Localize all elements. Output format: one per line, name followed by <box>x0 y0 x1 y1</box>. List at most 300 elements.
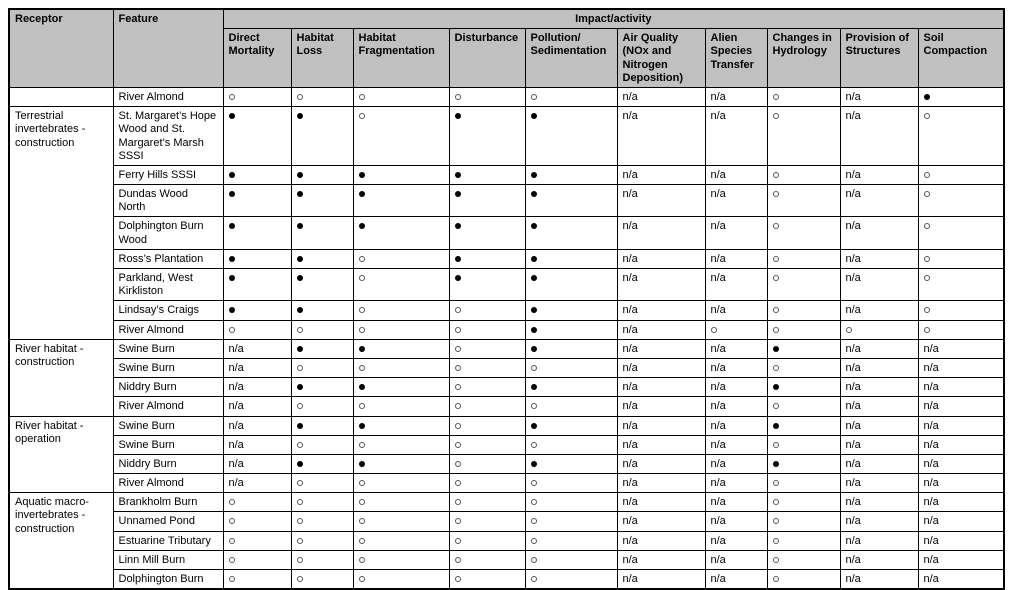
receptor-cell <box>9 87 113 106</box>
impact-cell <box>525 570 617 590</box>
open-circle-icon <box>531 94 537 100</box>
impact-cell <box>291 269 353 301</box>
filled-circle-icon <box>531 346 537 352</box>
na-cell: n/a <box>705 269 767 301</box>
impact-cell <box>223 217 291 249</box>
open-circle-icon <box>531 365 537 371</box>
impact-cell <box>291 397 353 416</box>
open-circle-icon <box>359 365 365 371</box>
impact-cell <box>767 217 840 249</box>
na-cell: n/a <box>617 397 705 416</box>
receptor-cell: River habitat - operation <box>9 416 113 493</box>
impact-cell <box>525 320 617 339</box>
open-circle-icon <box>455 576 461 582</box>
impact-cell <box>525 454 617 473</box>
na-cell: n/a <box>705 249 767 268</box>
feature-cell: River Almond <box>113 397 223 416</box>
open-circle-icon <box>924 327 930 333</box>
open-circle-icon <box>531 442 537 448</box>
impact-cell <box>525 397 617 416</box>
impact-cell <box>223 107 291 166</box>
table-header <box>9 9 1004 87</box>
impact-cell <box>918 107 1004 166</box>
impact-cell <box>291 493 353 512</box>
filled-circle-icon <box>531 461 537 467</box>
receptor-cell: River habitat - construction <box>9 339 113 416</box>
impact-cell <box>291 217 353 249</box>
filled-circle-icon <box>297 461 303 467</box>
impact-cell <box>353 378 449 397</box>
open-circle-icon <box>773 403 779 409</box>
impact-cell <box>525 358 617 377</box>
impact-table <box>8 8 1005 590</box>
filled-circle-icon <box>773 346 779 352</box>
na-cell: n/a <box>705 435 767 454</box>
open-circle-icon <box>773 365 779 371</box>
impact-cell <box>525 301 617 320</box>
open-circle-icon <box>924 256 930 262</box>
impact-cell <box>767 435 840 454</box>
open-circle-icon <box>773 327 779 333</box>
filled-circle-icon <box>531 172 537 178</box>
impact-cell <box>767 87 840 106</box>
impact-cell <box>767 301 840 320</box>
na-cell: n/a <box>617 512 705 531</box>
na-cell: n/a <box>705 217 767 249</box>
table-row <box>9 107 1004 166</box>
feature-cell: Ross’s Plantation <box>113 249 223 268</box>
open-circle-icon <box>297 403 303 409</box>
impact-cell <box>353 165 449 184</box>
na-cell: n/a <box>918 339 1004 358</box>
impact-cell <box>767 397 840 416</box>
filled-circle-icon <box>297 346 303 352</box>
impact-activity-group-header: Impact/activity <box>223 9 1004 29</box>
impact-cell <box>353 454 449 473</box>
impact-cell <box>291 454 353 473</box>
filled-circle-icon <box>229 191 235 197</box>
open-circle-icon <box>924 307 930 313</box>
feature-cell: Estuarine Tributary <box>113 531 223 550</box>
impact-cell <box>223 249 291 268</box>
receptor-column-header: Receptor <box>9 9 113 87</box>
impact-cell <box>449 512 525 531</box>
impact-cell <box>223 550 291 569</box>
impact-cell <box>353 320 449 339</box>
open-circle-icon <box>455 499 461 505</box>
na-cell: n/a <box>918 454 1004 473</box>
filled-circle-icon <box>297 307 303 313</box>
impact-cell <box>525 512 617 531</box>
filled-circle-icon <box>924 94 930 100</box>
table-row <box>9 512 1004 531</box>
na-cell: n/a <box>705 416 767 435</box>
impact-cell <box>525 269 617 301</box>
open-circle-icon <box>229 94 235 100</box>
impact-cell <box>223 165 291 184</box>
filled-circle-icon <box>773 384 779 390</box>
impact-cell <box>767 493 840 512</box>
feature-cell: Lindsay’s Craigs <box>113 301 223 320</box>
feature-column-header: Feature <box>113 9 223 87</box>
feature-cell: Swine Burn <box>113 358 223 377</box>
na-cell: n/a <box>617 107 705 166</box>
table-row <box>9 474 1004 493</box>
impact-cell <box>223 87 291 106</box>
table-row <box>9 416 1004 435</box>
feature-cell: Brankholm Burn <box>113 493 223 512</box>
na-cell: n/a <box>617 435 705 454</box>
filled-circle-icon <box>359 172 365 178</box>
feature-cell: St. Margaret’s Hope Wood and St. Margaret’s Marsh SSSI <box>113 107 223 166</box>
na-cell: n/a <box>918 493 1004 512</box>
impact-cell <box>353 358 449 377</box>
na-cell: n/a <box>918 397 1004 416</box>
open-circle-icon <box>924 275 930 281</box>
open-circle-icon <box>297 499 303 505</box>
impact-cell <box>291 550 353 569</box>
impact-cell <box>918 185 1004 217</box>
filled-circle-icon <box>359 191 365 197</box>
feature-cell: Linn Mill Burn <box>113 550 223 569</box>
na-cell: n/a <box>617 165 705 184</box>
filled-circle-icon <box>455 113 461 119</box>
open-circle-icon <box>455 384 461 390</box>
impact-cell <box>291 339 353 358</box>
na-cell: n/a <box>223 339 291 358</box>
na-cell: n/a <box>617 358 705 377</box>
na-cell: n/a <box>617 217 705 249</box>
column-header-habitat-fragmentation: Habitat Fragmentation <box>353 29 449 88</box>
open-circle-icon <box>229 499 235 505</box>
open-circle-icon <box>359 538 365 544</box>
impact-cell <box>525 493 617 512</box>
open-circle-icon <box>924 113 930 119</box>
impact-cell <box>449 550 525 569</box>
feature-cell: Niddry Burn <box>113 378 223 397</box>
impact-cell <box>449 358 525 377</box>
impact-cell <box>449 397 525 416</box>
na-cell: n/a <box>705 512 767 531</box>
column-header-changes-in-hydrology: Changes in Hydrology <box>767 29 840 88</box>
impact-cell <box>223 301 291 320</box>
open-circle-icon <box>924 223 930 229</box>
open-circle-icon <box>773 538 779 544</box>
na-cell: n/a <box>840 550 918 569</box>
table-row <box>9 550 1004 569</box>
open-circle-icon <box>455 538 461 544</box>
filled-circle-icon <box>359 223 365 229</box>
open-circle-icon <box>455 518 461 524</box>
open-circle-icon <box>773 557 779 563</box>
feature-cell: River Almond <box>113 320 223 339</box>
open-circle-icon <box>297 557 303 563</box>
table-row <box>9 339 1004 358</box>
table-row <box>9 320 1004 339</box>
open-circle-icon <box>297 480 303 486</box>
open-circle-icon <box>359 307 365 313</box>
table-row <box>9 87 1004 106</box>
na-cell: n/a <box>705 87 767 106</box>
open-circle-icon <box>455 442 461 448</box>
filled-circle-icon <box>531 223 537 229</box>
na-cell: n/a <box>840 339 918 358</box>
na-cell: n/a <box>918 416 1004 435</box>
impact-cell <box>353 570 449 590</box>
open-circle-icon <box>455 327 461 333</box>
impact-cell <box>353 416 449 435</box>
impact-cell <box>291 416 353 435</box>
receptor-cell: Aquatic macro-invertebrates - construction <box>9 493 113 589</box>
impact-cell <box>767 165 840 184</box>
open-circle-icon <box>773 442 779 448</box>
impact-cell <box>449 378 525 397</box>
impact-cell <box>767 339 840 358</box>
impact-cell <box>449 185 525 217</box>
na-cell: n/a <box>617 301 705 320</box>
feature-cell: Ferry Hills SSSI <box>113 165 223 184</box>
na-cell: n/a <box>617 531 705 550</box>
na-cell: n/a <box>705 531 767 550</box>
impact-cell <box>449 435 525 454</box>
impact-cell <box>291 531 353 550</box>
impact-cell <box>353 435 449 454</box>
impact-cell <box>449 269 525 301</box>
na-cell: n/a <box>840 397 918 416</box>
open-circle-icon <box>773 576 779 582</box>
na-cell: n/a <box>840 301 918 320</box>
open-circle-icon <box>359 275 365 281</box>
na-cell: n/a <box>840 435 918 454</box>
filled-circle-icon <box>531 191 537 197</box>
open-circle-icon <box>924 172 930 178</box>
na-cell: n/a <box>840 165 918 184</box>
filled-circle-icon <box>297 384 303 390</box>
na-cell: n/a <box>840 358 918 377</box>
na-cell: n/a <box>223 435 291 454</box>
impact-cell <box>918 165 1004 184</box>
column-header-soil-compaction: Soil Compaction <box>918 29 1004 88</box>
impact-cell <box>223 531 291 550</box>
open-circle-icon <box>455 94 461 100</box>
table-row <box>9 358 1004 377</box>
na-cell: n/a <box>840 378 918 397</box>
impact-cell <box>449 249 525 268</box>
impact-cell <box>449 493 525 512</box>
impact-cell <box>449 301 525 320</box>
filled-circle-icon <box>531 327 537 333</box>
filled-circle-icon <box>531 423 537 429</box>
impact-cell <box>767 269 840 301</box>
open-circle-icon <box>531 403 537 409</box>
open-circle-icon <box>531 480 537 486</box>
filled-circle-icon <box>531 384 537 390</box>
impact-cell <box>291 570 353 590</box>
na-cell: n/a <box>918 435 1004 454</box>
impact-cell <box>353 339 449 358</box>
open-circle-icon <box>846 327 852 333</box>
na-cell: n/a <box>840 416 918 435</box>
filled-circle-icon <box>455 275 461 281</box>
impact-cell <box>525 378 617 397</box>
table-header-row-1 <box>9 9 1004 29</box>
filled-circle-icon <box>229 223 235 229</box>
impact-cell <box>525 249 617 268</box>
filled-circle-icon <box>455 223 461 229</box>
open-circle-icon <box>359 94 365 100</box>
impact-cell <box>353 249 449 268</box>
impact-cell <box>767 320 840 339</box>
open-circle-icon <box>773 275 779 281</box>
na-cell: n/a <box>617 185 705 217</box>
filled-circle-icon <box>359 423 365 429</box>
open-circle-icon <box>297 327 303 333</box>
feature-cell: Dolphington Burn Wood <box>113 217 223 249</box>
na-cell: n/a <box>840 87 918 106</box>
impact-cell <box>353 269 449 301</box>
impact-cell <box>767 358 840 377</box>
open-circle-icon <box>359 403 365 409</box>
na-cell: n/a <box>617 416 705 435</box>
impact-cell <box>291 87 353 106</box>
impact-cell <box>525 217 617 249</box>
impact-cell <box>223 570 291 590</box>
impact-cell <box>767 107 840 166</box>
na-cell: n/a <box>617 320 705 339</box>
feature-cell: Dundas Wood North <box>113 185 223 217</box>
feature-cell: Niddry Burn <box>113 454 223 473</box>
filled-circle-icon <box>297 191 303 197</box>
impact-cell <box>291 320 353 339</box>
impact-cell <box>291 165 353 184</box>
open-circle-icon <box>531 538 537 544</box>
open-circle-icon <box>531 499 537 505</box>
na-cell: n/a <box>918 378 1004 397</box>
impact-cell <box>918 87 1004 106</box>
open-circle-icon <box>229 518 235 524</box>
impact-cell <box>449 474 525 493</box>
open-circle-icon <box>359 576 365 582</box>
table-row <box>9 269 1004 301</box>
na-cell: n/a <box>705 454 767 473</box>
na-cell: n/a <box>918 358 1004 377</box>
open-circle-icon <box>297 518 303 524</box>
open-circle-icon <box>773 172 779 178</box>
impact-cell <box>449 454 525 473</box>
na-cell: n/a <box>617 454 705 473</box>
na-cell: n/a <box>617 550 705 569</box>
na-cell: n/a <box>705 493 767 512</box>
impact-cell <box>525 550 617 569</box>
na-cell: n/a <box>918 512 1004 531</box>
open-circle-icon <box>455 557 461 563</box>
feature-cell: Swine Burn <box>113 339 223 358</box>
impact-cell <box>767 474 840 493</box>
open-circle-icon <box>773 223 779 229</box>
impact-cell <box>525 165 617 184</box>
filled-circle-icon <box>297 275 303 281</box>
impact-cell <box>353 512 449 531</box>
impact-cell <box>918 217 1004 249</box>
impact-cell <box>223 320 291 339</box>
open-circle-icon <box>229 576 235 582</box>
impact-cell <box>918 249 1004 268</box>
impact-cell <box>918 301 1004 320</box>
na-cell: n/a <box>918 570 1004 590</box>
impact-cell <box>705 320 767 339</box>
filled-circle-icon <box>531 113 537 119</box>
impact-cell <box>767 185 840 217</box>
filled-circle-icon <box>229 275 235 281</box>
open-circle-icon <box>229 557 235 563</box>
na-cell: n/a <box>223 454 291 473</box>
na-cell: n/a <box>617 269 705 301</box>
filled-circle-icon <box>297 172 303 178</box>
na-cell: n/a <box>705 358 767 377</box>
filled-circle-icon <box>229 172 235 178</box>
impact-cell <box>353 185 449 217</box>
filled-circle-icon <box>531 256 537 262</box>
filled-circle-icon <box>773 461 779 467</box>
impact-cell <box>449 107 525 166</box>
na-cell: n/a <box>617 570 705 590</box>
na-cell: n/a <box>223 397 291 416</box>
open-circle-icon <box>455 307 461 313</box>
table-row <box>9 570 1004 590</box>
column-header-air-quality: Air Quality (NOx and Nitrogen Deposition) <box>617 29 705 88</box>
column-header-pollution-sedimentation: Pollution/ Sedimentation <box>525 29 617 88</box>
open-circle-icon <box>359 518 365 524</box>
impact-cell <box>525 416 617 435</box>
open-circle-icon <box>711 327 717 333</box>
na-cell: n/a <box>617 493 705 512</box>
na-cell: n/a <box>617 339 705 358</box>
open-circle-icon <box>359 113 365 119</box>
impact-cell <box>840 320 918 339</box>
impact-cell <box>291 185 353 217</box>
impact-cell <box>449 570 525 590</box>
na-cell: n/a <box>705 165 767 184</box>
impact-cell <box>353 301 449 320</box>
impact-cell <box>449 87 525 106</box>
na-cell: n/a <box>840 217 918 249</box>
filled-circle-icon <box>455 191 461 197</box>
na-cell: n/a <box>840 185 918 217</box>
impact-cell <box>918 269 1004 301</box>
open-circle-icon <box>773 94 779 100</box>
impact-cell <box>767 454 840 473</box>
open-circle-icon <box>297 442 303 448</box>
impact-cell <box>767 416 840 435</box>
column-header-provision-of-structures: Provision of Structures <box>840 29 918 88</box>
feature-cell: Parkland, West Kirkliston <box>113 269 223 301</box>
open-circle-icon <box>531 557 537 563</box>
table-row <box>9 217 1004 249</box>
feature-cell: River Almond <box>113 474 223 493</box>
na-cell: n/a <box>617 378 705 397</box>
impact-cell <box>767 512 840 531</box>
na-cell: n/a <box>705 185 767 217</box>
na-cell: n/a <box>617 474 705 493</box>
impact-cell <box>223 493 291 512</box>
open-circle-icon <box>359 442 365 448</box>
filled-circle-icon <box>297 423 303 429</box>
na-cell: n/a <box>705 570 767 590</box>
impact-cell <box>525 87 617 106</box>
filled-circle-icon <box>773 423 779 429</box>
open-circle-icon <box>297 538 303 544</box>
na-cell: n/a <box>918 550 1004 569</box>
